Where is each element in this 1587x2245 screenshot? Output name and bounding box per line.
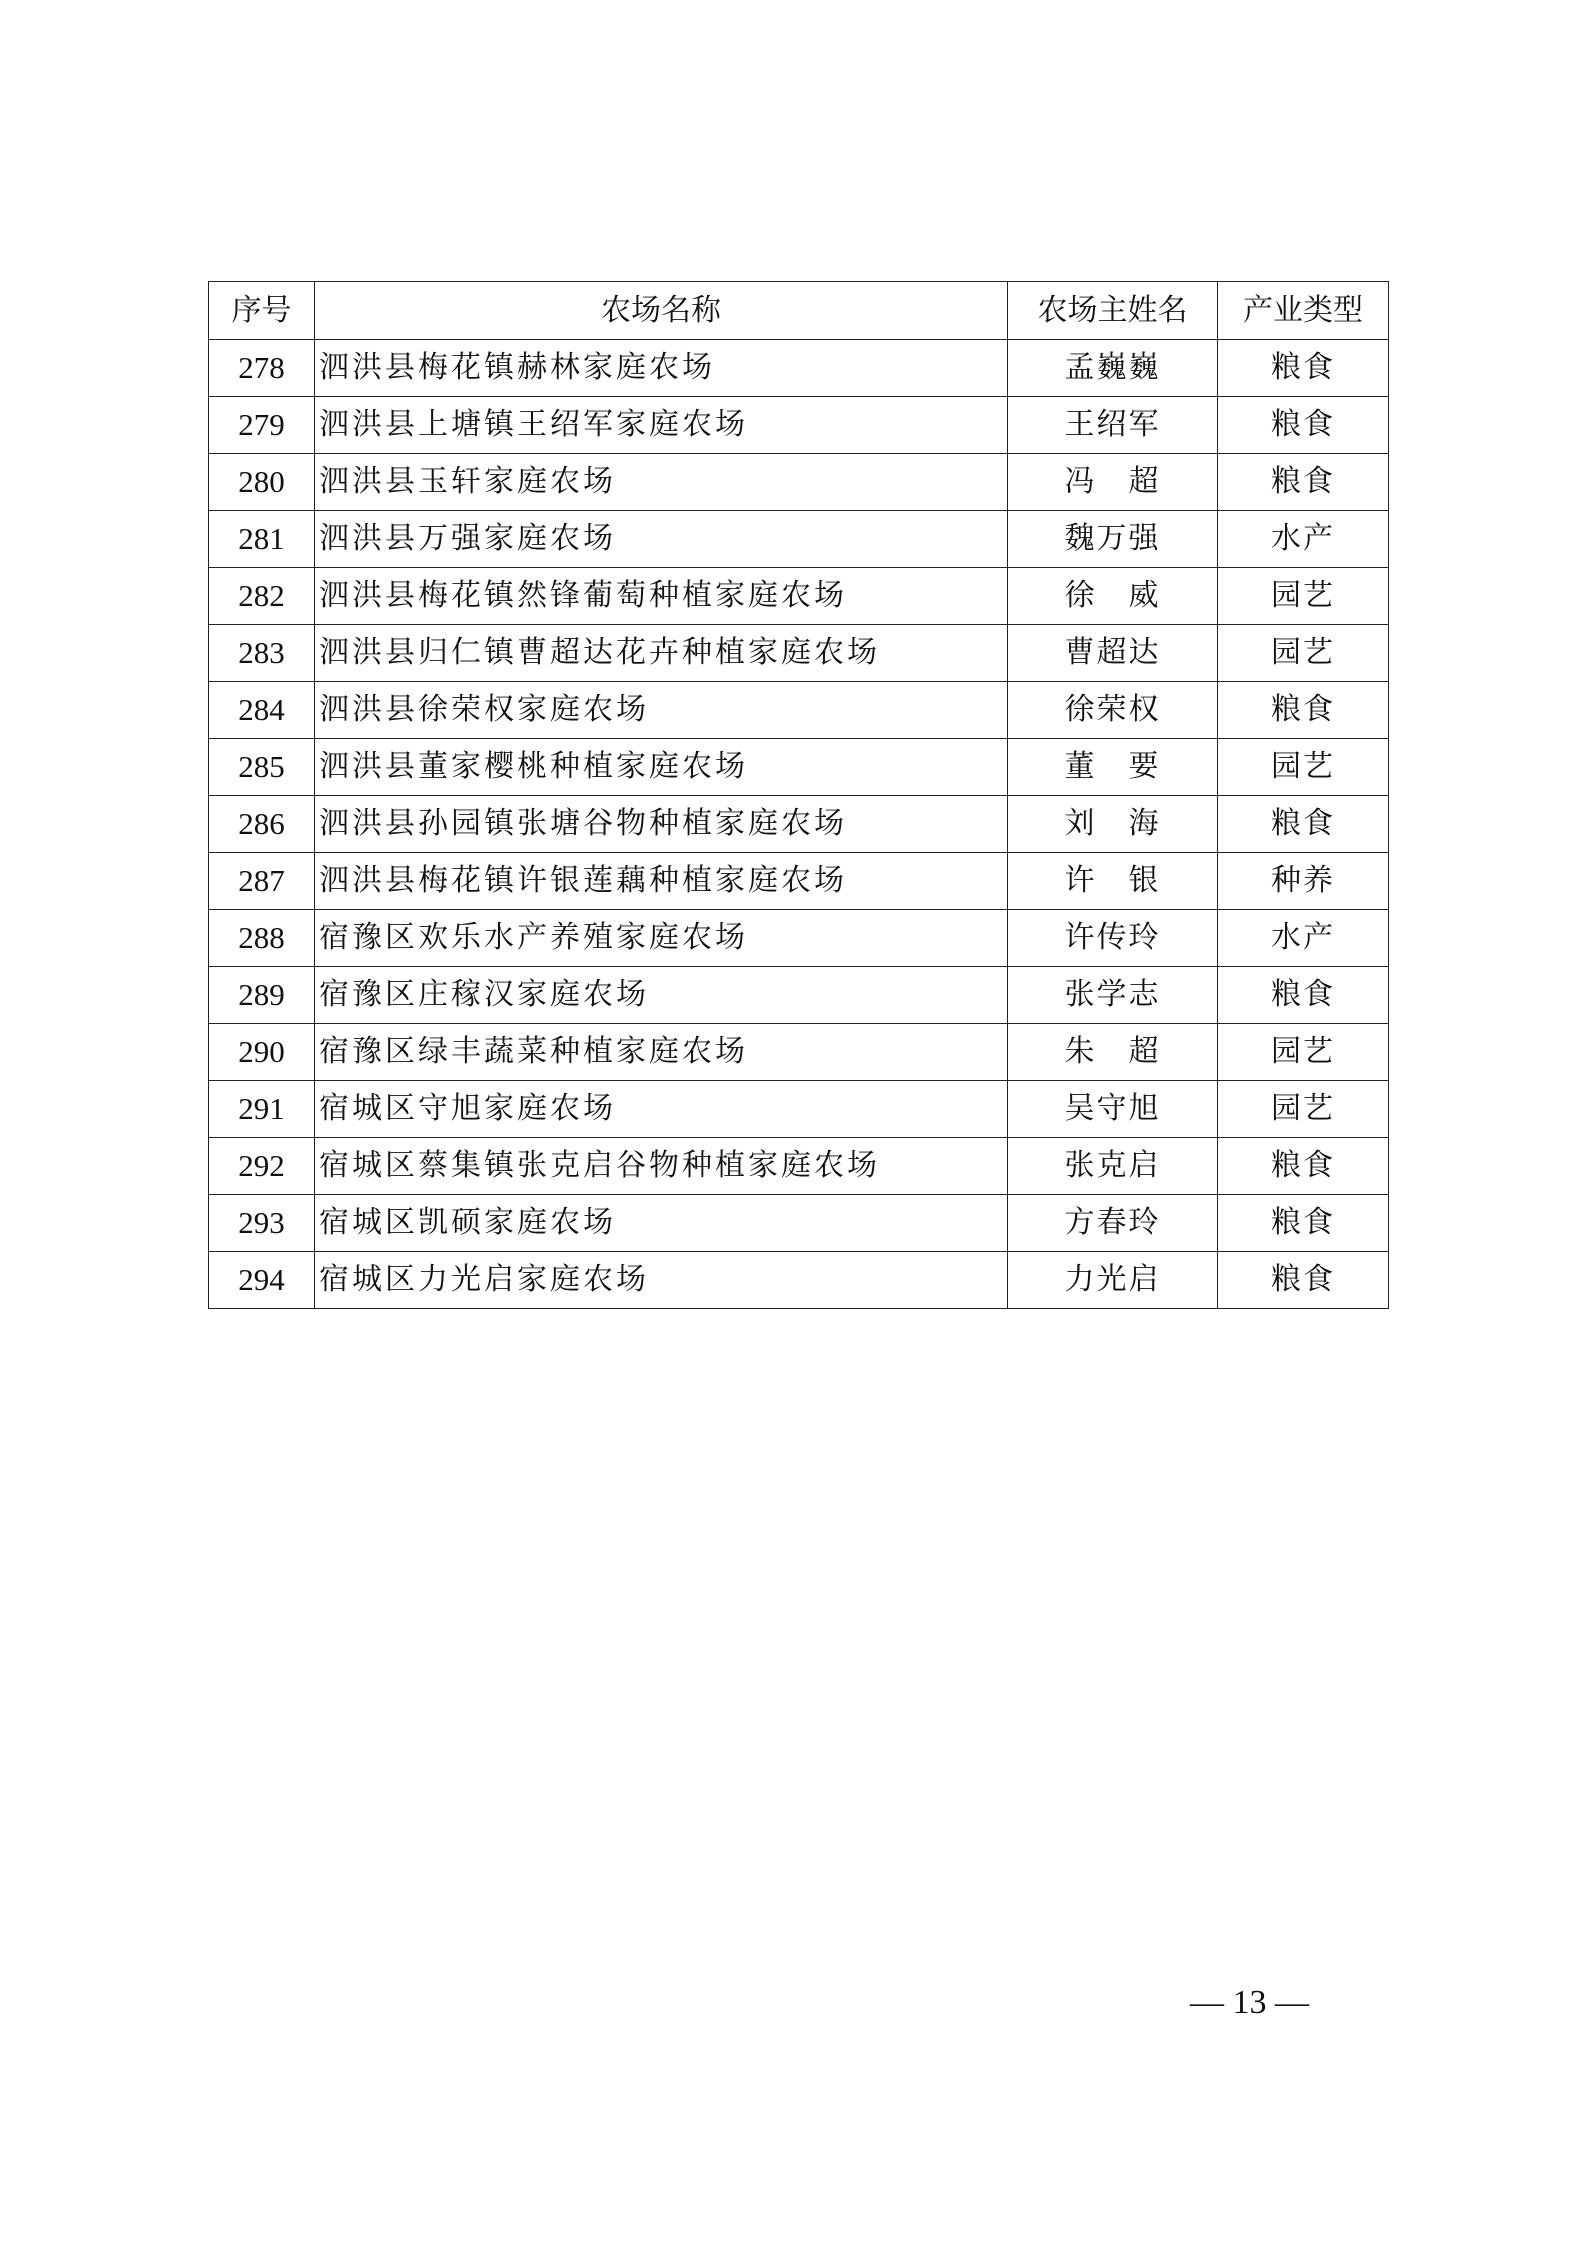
table-row xyxy=(209,1195,1389,1252)
row-serial-number: 292 xyxy=(209,1138,315,1195)
row-owner-name: 吴守旭 xyxy=(1008,1081,1218,1138)
row-industry-type: 粮食 xyxy=(1218,1252,1389,1309)
row-industry-type: 园艺 xyxy=(1218,1024,1389,1081)
row-farm-name: 宿城区力光启家庭农场 xyxy=(315,1252,1008,1309)
row-industry-type: 粮食 xyxy=(1218,1195,1389,1252)
row-industry-type: 园艺 xyxy=(1218,1081,1389,1138)
row-farm-name: 泗洪县上塘镇王绍军家庭农场 xyxy=(315,397,1008,454)
row-serial-number: 288 xyxy=(209,910,315,967)
table-row xyxy=(209,682,1389,739)
row-farm-name: 泗洪县梅花镇然锋葡萄种植家庭农场 xyxy=(315,568,1008,625)
row-farm-name: 宿豫区绿丰蔬菜种植家庭农场 xyxy=(315,1024,1008,1081)
table-row xyxy=(209,625,1389,682)
row-owner-name: 徐荣权 xyxy=(1008,682,1218,739)
row-owner-name: 刘 海 xyxy=(1008,796,1218,853)
header-farm-name: 农场名称 xyxy=(315,282,1008,340)
row-farm-name: 泗洪县徐荣权家庭农场 xyxy=(315,682,1008,739)
table-row xyxy=(209,568,1389,625)
row-owner-name: 张克启 xyxy=(1008,1138,1218,1195)
table-row xyxy=(209,1024,1389,1081)
table-row xyxy=(209,739,1389,796)
row-industry-type: 园艺 xyxy=(1218,568,1389,625)
row-industry-type: 园艺 xyxy=(1218,625,1389,682)
table-row xyxy=(209,340,1389,397)
row-serial-number: 282 xyxy=(209,568,315,625)
row-owner-name: 孟巍巍 xyxy=(1008,340,1218,397)
row-serial-number: 281 xyxy=(209,511,315,568)
row-industry-type: 粮食 xyxy=(1218,1138,1389,1195)
row-industry-type: 水产 xyxy=(1218,511,1389,568)
row-serial-number: 283 xyxy=(209,625,315,682)
row-serial-number: 287 xyxy=(209,853,315,910)
row-owner-name: 力光启 xyxy=(1008,1252,1218,1309)
row-industry-type: 粮食 xyxy=(1218,796,1389,853)
table-row xyxy=(209,1252,1389,1309)
table-row xyxy=(209,967,1389,1024)
row-owner-name: 许 银 xyxy=(1008,853,1218,910)
row-farm-name: 宿城区守旭家庭农场 xyxy=(315,1081,1008,1138)
row-owner-name: 王绍军 xyxy=(1008,397,1218,454)
row-serial-number: 291 xyxy=(209,1081,315,1138)
table-row xyxy=(209,853,1389,910)
table-row xyxy=(209,796,1389,853)
row-serial-number: 278 xyxy=(209,340,315,397)
header-owner-name: 农场主姓名 xyxy=(1008,282,1218,340)
farm-list-table xyxy=(208,281,1389,1309)
header-serial-number: 序号 xyxy=(209,282,315,340)
row-owner-name: 许传玲 xyxy=(1008,910,1218,967)
row-owner-name: 徐 威 xyxy=(1008,568,1218,625)
row-serial-number: 279 xyxy=(209,397,315,454)
table-row xyxy=(209,397,1389,454)
row-industry-type: 园艺 xyxy=(1218,739,1389,796)
row-farm-name: 泗洪县梅花镇赫林家庭农场 xyxy=(315,340,1008,397)
table-header-row xyxy=(209,282,1389,340)
row-owner-name: 张学志 xyxy=(1008,967,1218,1024)
row-industry-type: 粮食 xyxy=(1218,682,1389,739)
row-serial-number: 294 xyxy=(209,1252,315,1309)
row-farm-name: 宿城区蔡集镇张克启谷物种植家庭农场 xyxy=(315,1138,1008,1195)
row-farm-name: 泗洪县梅花镇许银莲藕种植家庭农场 xyxy=(315,853,1008,910)
table-row xyxy=(209,511,1389,568)
row-serial-number: 289 xyxy=(209,967,315,1024)
row-owner-name: 朱 超 xyxy=(1008,1024,1218,1081)
row-farm-name: 宿城区凯硕家庭农场 xyxy=(315,1195,1008,1252)
row-owner-name: 方春玲 xyxy=(1008,1195,1218,1252)
row-farm-name: 泗洪县董家樱桃种植家庭农场 xyxy=(315,739,1008,796)
row-serial-number: 285 xyxy=(209,739,315,796)
row-farm-name: 泗洪县孙园镇张塘谷物种植家庭农场 xyxy=(315,796,1008,853)
table-row xyxy=(209,454,1389,511)
row-industry-type: 粮食 xyxy=(1218,397,1389,454)
row-owner-name: 董 要 xyxy=(1008,739,1218,796)
row-serial-number: 293 xyxy=(209,1195,315,1252)
row-farm-name: 泗洪县万强家庭农场 xyxy=(315,511,1008,568)
table-row xyxy=(209,910,1389,967)
row-serial-number: 286 xyxy=(209,796,315,853)
row-industry-type: 种养 xyxy=(1218,853,1389,910)
row-farm-name: 泗洪县玉轩家庭农场 xyxy=(315,454,1008,511)
page-number: — 13 — xyxy=(1190,1984,1309,2021)
row-industry-type: 粮食 xyxy=(1218,454,1389,511)
table-row xyxy=(209,1081,1389,1138)
row-industry-type: 粮食 xyxy=(1218,967,1389,1024)
row-industry-type: 水产 xyxy=(1218,910,1389,967)
table-row xyxy=(209,1138,1389,1195)
row-owner-name: 冯 超 xyxy=(1008,454,1218,511)
row-farm-name: 宿豫区庄稼汉家庭农场 xyxy=(315,967,1008,1024)
row-serial-number: 284 xyxy=(209,682,315,739)
row-owner-name: 曹超达 xyxy=(1008,625,1218,682)
header-industry-type: 产业类型 xyxy=(1218,282,1389,340)
row-industry-type: 粮食 xyxy=(1218,340,1389,397)
row-farm-name: 泗洪县归仁镇曹超达花卉种植家庭农场 xyxy=(315,625,1008,682)
row-owner-name: 魏万强 xyxy=(1008,511,1218,568)
row-serial-number: 290 xyxy=(209,1024,315,1081)
row-serial-number: 280 xyxy=(209,454,315,511)
row-farm-name: 宿豫区欢乐水产养殖家庭农场 xyxy=(315,910,1008,967)
